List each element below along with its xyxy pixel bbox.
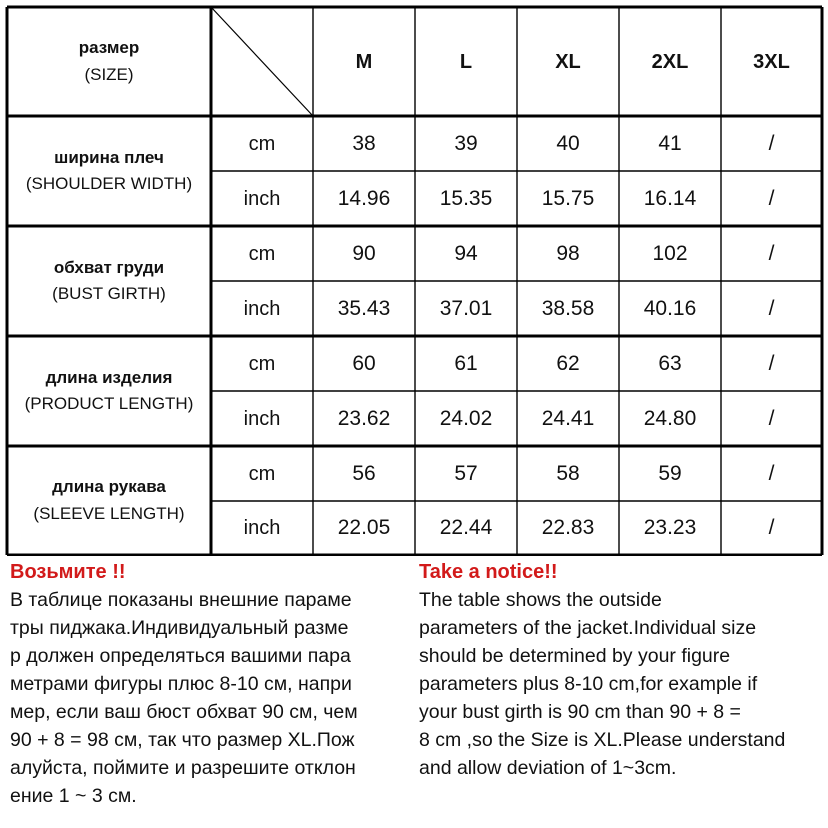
table-cell: 39 (454, 131, 478, 155)
table-cell: 15.75 (541, 186, 595, 210)
table-cell: / (768, 186, 775, 210)
parameter-name-en: (SHOULDER WIDTH) (25, 174, 193, 193)
table-cell: 35.43 (337, 296, 391, 320)
unit-label: inch (243, 297, 281, 320)
table-cell: 37.01 (439, 296, 493, 320)
corner-label-ru: размер (78, 38, 140, 58)
table-cell: 102 (652, 241, 688, 265)
table-cell: / (768, 516, 775, 540)
table-cell: 40 (556, 131, 580, 155)
table-cell: 38 (352, 131, 376, 155)
unit-label: inch (243, 187, 281, 210)
size-header: M (355, 50, 373, 73)
unit-label: cm (248, 242, 276, 265)
notice-body-ru: В таблице показаны внешние параме тры пиджака.Индивидуальный разме р должен определяться вашими пара метрами фигуры плюс 8-10 см, напри мер, если ваш бюст обхват 90 см, чем 90 + 8 = 98 см, так что размер XL.Пож алуйста, поймите и разрешите отклон ение 1 ~ 3 см. (10, 589, 358, 807)
table-cell: 98 (556, 241, 580, 265)
notice-title-en: Take a notice!! (419, 561, 558, 583)
table-cell: 90 (352, 241, 376, 265)
notice-english (419, 558, 824, 782)
parameter-name-ru: ширина плеч (54, 147, 164, 167)
notice-title-ru: Возьмите !! (10, 561, 126, 583)
table-cell: 23.23 (643, 516, 697, 540)
table-cell: 57 (454, 461, 478, 485)
parameter-label (7, 336, 211, 446)
table-cell: / (768, 406, 775, 430)
size-header: 2XL (651, 50, 689, 73)
table-cell: 62 (556, 351, 580, 375)
parameter-name-en: (PRODUCT LENGTH) (24, 394, 194, 413)
corner-size-label (7, 7, 211, 116)
table-cell: / (768, 241, 775, 265)
table-cell: 56 (352, 461, 376, 485)
table-cell: 41 (658, 131, 682, 155)
table-cell: / (768, 461, 775, 485)
unit-label: inch (243, 407, 281, 430)
parameter-name-en: (BUST GIRTH) (52, 284, 166, 303)
unit-label: cm (248, 462, 276, 485)
table-cell: 14.96 (337, 186, 391, 210)
table-cell: 24.02 (439, 406, 493, 430)
table-cell: 22.05 (337, 516, 391, 540)
table-cell: 60 (352, 351, 376, 375)
table-cell: 24.80 (643, 406, 697, 430)
table-cell: 58 (556, 461, 580, 485)
parameter-label (7, 446, 211, 555)
table-cell: 22.83 (541, 516, 595, 540)
parameter-name-ru: длина изделия (45, 367, 173, 387)
unit-label: inch (243, 517, 281, 539)
table-cell: 15.35 (439, 186, 493, 210)
table-cell: / (768, 131, 775, 155)
table-cell: 40.16 (643, 296, 697, 320)
table-cell: 16.14 (643, 186, 697, 210)
table-cell: 59 (658, 461, 682, 485)
parameter-name-en: (SLEEVE LENGTH) (33, 503, 185, 523)
notice-body-en: The table shows the outside parameters of the jacket.Individual size should be determined by your figure parameters plus 8-10 cm,for example if your bust girth is 90 cm than 90 + 8 = 8 cm ,so the Size is XL.Please understand and allow deviation of 1~3cm. (419, 589, 786, 779)
parameter-label (7, 116, 211, 226)
table-cell: 38.58 (541, 296, 595, 320)
table-cell: 61 (454, 351, 478, 375)
table-cell: 23.62 (337, 406, 391, 430)
table-cell: 24.41 (541, 406, 595, 430)
size-header: XL (555, 50, 581, 73)
unit-label: cm (248, 132, 276, 155)
notice-russian (10, 558, 412, 810)
unit-label: cm (248, 352, 276, 375)
corner-label-en: (SIZE) (84, 64, 134, 84)
table-cell: 94 (454, 241, 478, 265)
table-cell: / (768, 296, 775, 320)
corner-diagonal-line (211, 7, 313, 116)
parameter-label (7, 226, 211, 336)
table-cell: 63 (658, 351, 682, 375)
table-cell: / (768, 351, 775, 375)
parameter-name-ru: обхват груди (53, 257, 165, 277)
size-header: 3XL (753, 50, 790, 73)
table-cell: 22.44 (439, 516, 493, 540)
parameter-name-ru: длина рукава (52, 477, 166, 497)
size-header: L (459, 50, 473, 73)
